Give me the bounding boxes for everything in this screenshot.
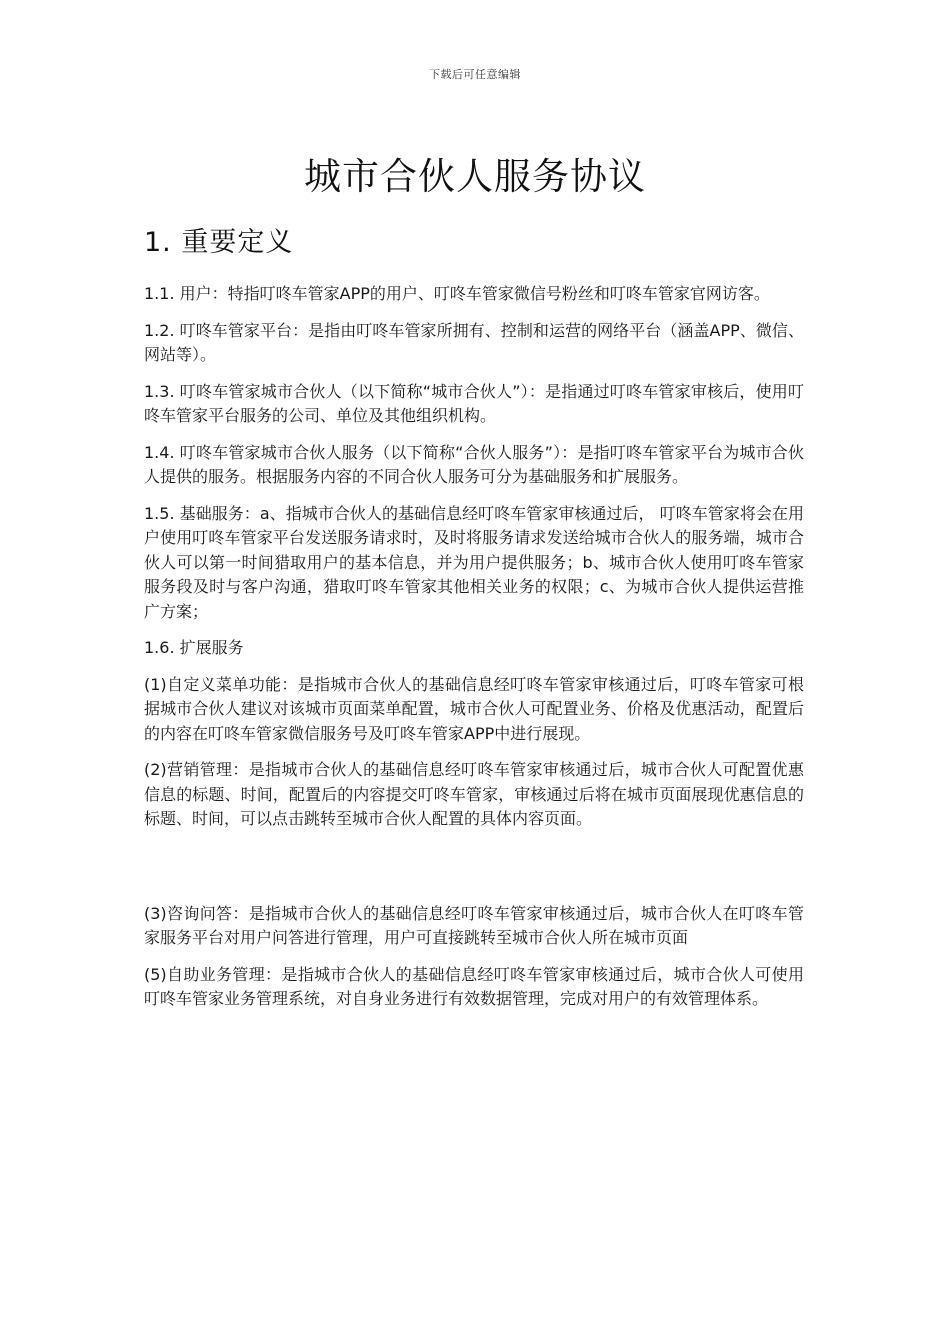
paragraph-1-6: 1.6. 扩展服务 xyxy=(144,638,244,657)
section-heading: 1. 重要定义 xyxy=(144,227,294,258)
paragraph-1-3: 1.3. 叮咚车管家城市合伙人（以下简称“城市合伙人”）：是指通过叮咚车管家审核后，使用叮咚车管家平台服务的公司、单位及其他组织机构。 xyxy=(144,381,804,425)
paragraph-1-1: 1.1. 用户：特指叮咚车管家APP的用户、叮咚车管家微信号粉丝和叮咚车管家官网访客。 xyxy=(144,284,770,303)
document-title: 城市合伙人服务协议 xyxy=(304,155,646,198)
paragraph-1-5: 1.5. 基础服务：a、指城市合伙人的基础信息经叮咚车管家审核通过后， 叮咚车管家将会在用户使用叮咚车管家平台发送服务请求时，及时将服务请求发送给城市合伙人的服务端，城市合伙人可以第一时间猎取用户的基本信息，并为用户提供服务；b、城市合伙人使用叮咚车管家服务段及时与客户沟通，猎取叮咚车管家其他相关业务的权限；c、为城市合伙人提供运营推广方案； xyxy=(144,503,804,621)
header-note: 下载后可任意编辑 xyxy=(429,68,521,81)
paragraph-1-4: 1.4. 叮咚车管家城市合伙人服务（以下简称“合伙人服务”）：是指叮咚车管家平台为城市合伙人提供的服务。根据服务内容的不同合伙人服务可分为基础服务和扩展服务。 xyxy=(144,442,804,486)
document-body xyxy=(144,282,804,1024)
paragraph-self-service: (5)自助业务管理：是指城市合伙人的基础信息经叮咚车管家审核通过后，城市合伙人可使用叮咚车管家业务管理系统，对自身业务进行有效数据管理，完成对用户的有效管理体系。 xyxy=(144,964,804,1008)
paragraph-1-2: 1.2. 叮咚车管家平台：是指由叮咚车管家所拥有、控制和运营的网络平台（涵盖APP、微信、网站等）。 xyxy=(144,320,804,364)
paragraph-marketing: (2)营销管理：是指城市合伙人的基础信息经叮咚车管家审核通过后，城市合伙人可配置优惠信息的标题、时间，配置后的内容提交叮咚车管家，审核通过后将在城市页面展现优惠信息的标题、时间，可以点击跳转至城市合伙人配置的具体内容页面。 xyxy=(144,760,804,828)
paragraph-consulting: (3)咨询问答：是指城市合伙人的基础信息经叮咚车管家审核通过后，城市合伙人在叮咚车管家服务平台对用户问答进行管理，用户可直接跳转至城市合伙人所在城市页面 xyxy=(144,903,804,947)
paragraph-custom-menu: (1)自定义菜单功能：是指城市合伙人的基础信息经叮咚车管家审核通过后，叮咚车管家可根据城市合伙人建议对该城市页面菜单配置，城市合伙人可配置业务、价格及优惠活动，配置后的内容在叮咚车管家微信服务号及叮咚车管家APP中进行展现。 xyxy=(144,674,804,743)
